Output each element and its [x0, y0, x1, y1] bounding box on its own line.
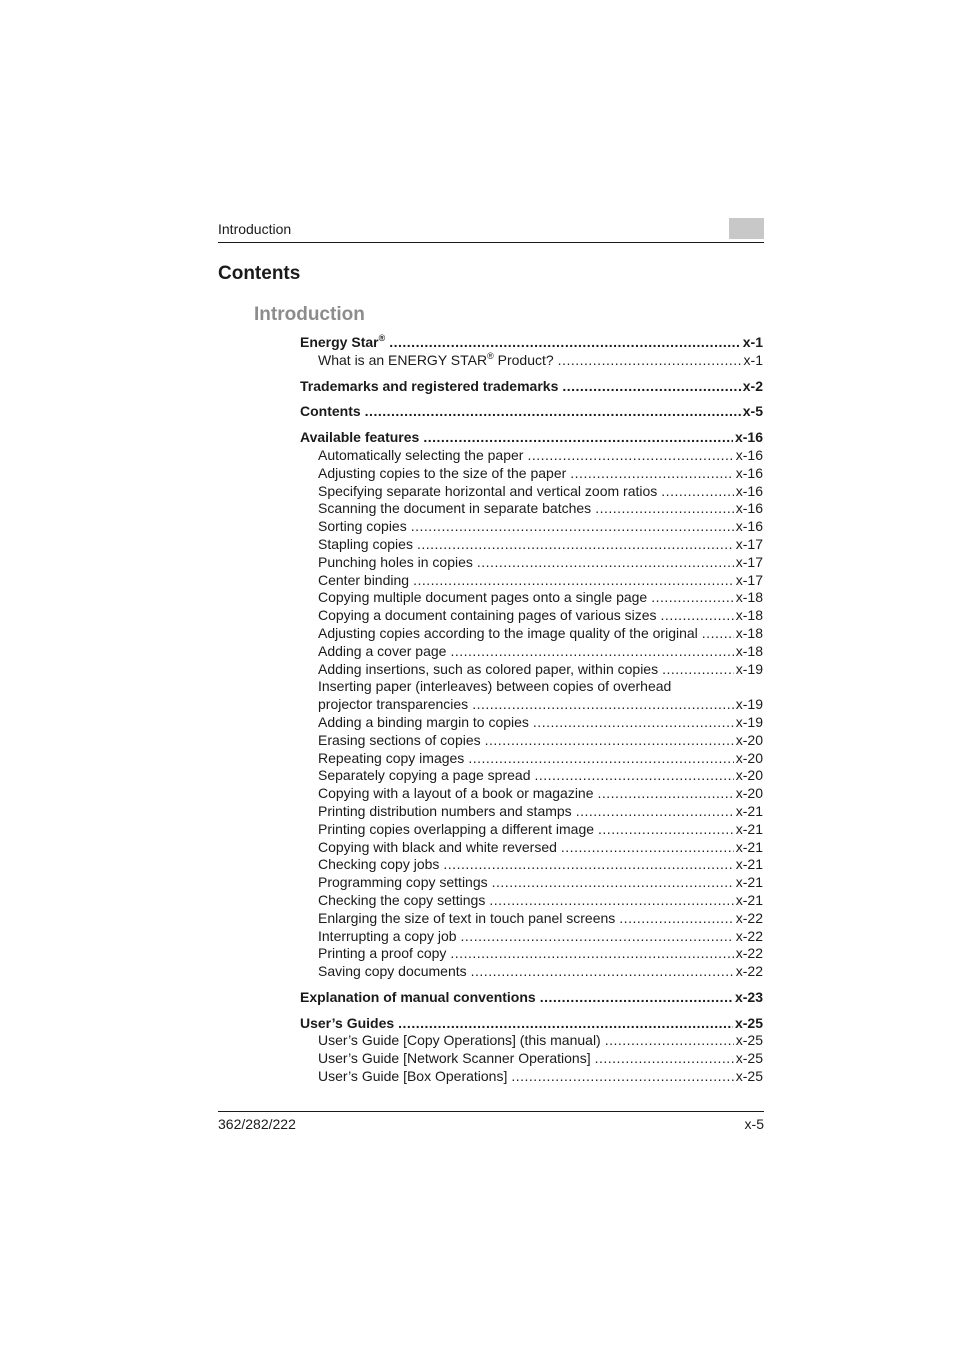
toc-entry-title: Erasing sections of copies: [318, 731, 481, 748]
dot-leader: [595, 500, 734, 518]
dot-leader: [365, 403, 741, 421]
toc-sublist-guides: [300, 1032, 763, 1085]
toc-entry-available-features[interactable]: [300, 429, 763, 447]
dot-leader: [598, 821, 734, 839]
toc-entry-title: User’s Guide [Copy Operations] (this manual): [318, 1032, 601, 1049]
header-tab-marker: [729, 218, 764, 239]
toc-subentry[interactable]: [300, 518, 763, 536]
toc-subentry[interactable]: [300, 839, 763, 857]
toc-subentry[interactable]: [300, 963, 763, 981]
toc-entry-title: Automatically selecting the paper: [318, 446, 524, 463]
dot-leader: [540, 989, 733, 1007]
toc-entry-interleaves[interactable]: [300, 678, 763, 714]
toc-subentry[interactable]: [300, 589, 763, 607]
toc-page-number: x-16: [734, 429, 763, 446]
toc-entry-title: Printing distribution numbers and stamps: [318, 802, 572, 819]
toc-entry-title: Scanning the document in separate batches: [318, 500, 592, 517]
dot-leader: [461, 928, 734, 946]
toc-page-number: x-21: [735, 802, 763, 819]
dot-leader: [398, 1015, 733, 1033]
toc-page-number: x-20: [735, 785, 763, 802]
dot-leader: [662, 661, 734, 679]
toc-subentry[interactable]: [300, 465, 763, 483]
dot-leader: [605, 1032, 734, 1050]
toc-entry-title: Sorting copies: [318, 518, 407, 535]
toc-page-number: x-5: [742, 403, 763, 420]
dot-leader: [651, 589, 734, 607]
dot-leader: [533, 714, 734, 732]
dot-leader: [411, 518, 734, 536]
dot-leader: [450, 643, 733, 661]
toc-subentry[interactable]: [300, 767, 763, 785]
toc-page-number: x-19: [735, 713, 763, 730]
toc-page-number: x-22: [735, 927, 763, 944]
toc-subentry[interactable]: [300, 607, 763, 625]
toc-entry-title: Copying a document containing pages of various sizes: [318, 607, 657, 624]
footer-model-number: 362/282/222: [218, 1116, 296, 1132]
toc-page-number: x-21: [735, 891, 763, 908]
toc-entry-title: Printing copies overlapping a different image: [318, 820, 595, 837]
toc-page-number: x-16: [735, 500, 763, 517]
toc-entry-title: Punching holes in copies: [318, 553, 473, 570]
dot-leader: [477, 554, 734, 572]
toc-page-number: x-23: [734, 988, 763, 1005]
dot-leader: [598, 785, 734, 803]
dot-leader: [534, 767, 733, 785]
toc-page-number: x-21: [735, 820, 763, 837]
toc-page-number: x-21: [735, 856, 763, 873]
toc-entry-title: Copying with black and white reversed: [318, 838, 557, 855]
toc-subentry[interactable]: [300, 536, 763, 554]
toc-page-number: x-20: [735, 731, 763, 748]
toc-entry-title: User’s Guides: [300, 1014, 395, 1031]
dot-leader: [485, 732, 734, 750]
toc-entry-title: Adjusting copies to the size of the paper: [318, 464, 567, 481]
toc-subentry[interactable]: [300, 928, 763, 946]
toc-subentry[interactable]: [300, 750, 763, 768]
toc-entry-title: Enlarging the size of text in touch panel screens: [318, 909, 616, 926]
toc-page-number: x-21: [735, 874, 763, 891]
toc-subentry[interactable]: [300, 500, 763, 518]
toc-subentry[interactable]: [300, 643, 763, 661]
toc-subentry[interactable]: [300, 1050, 763, 1068]
toc-entry-energy-star[interactable]: [300, 334, 763, 352]
toc-page-number: x-1: [742, 334, 763, 350]
dot-leader: [561, 839, 734, 857]
toc-entry-title-line2: projector transparencies: [318, 696, 469, 713]
dot-leader: [527, 447, 733, 465]
dot-leader: [619, 910, 733, 928]
toc-page-number: x-22: [735, 909, 763, 926]
toc-entry-title: Adjusting copies according to the image quality of the original: [318, 624, 698, 641]
registered-mark: ®: [487, 350, 494, 361]
toc-subentry[interactable]: [300, 732, 763, 750]
toc-subentry[interactable]: [300, 714, 763, 732]
toc-subentry[interactable]: [300, 554, 763, 572]
toc-entry-title: User’s Guide [Box Operations]: [318, 1068, 508, 1085]
toc-subentry[interactable]: [300, 892, 763, 910]
toc-entry-title: Adding a binding margin to copies: [318, 713, 529, 730]
toc-page-number: x-20: [735, 749, 763, 766]
toc-subentry[interactable]: [300, 856, 763, 874]
dot-leader: [558, 352, 742, 370]
toc-entry-title-line1: Inserting paper (interleaves) between copies of overhead: [318, 678, 672, 695]
toc-page-number: x-19: [735, 696, 763, 713]
toc-page-number: x-18: [735, 624, 763, 641]
toc-page-number: x-17: [735, 553, 763, 570]
toc-page-number: x-17: [735, 571, 763, 588]
toc-page-number: x-2: [742, 377, 763, 394]
toc-entry-title: Separately copying a page spread: [318, 767, 531, 784]
toc-entry-contents[interactable]: [300, 403, 763, 421]
toc-subentry[interactable]: [300, 803, 763, 821]
toc-entry-manual-conventions[interactable]: [300, 989, 763, 1007]
toc-page-number: x-22: [735, 963, 763, 980]
toc-entry-title: Checking copy jobs: [318, 856, 440, 873]
toc-subentry[interactable]: [300, 661, 763, 679]
header-section-label: Introduction: [218, 221, 292, 237]
toc-page-number: x-1: [743, 351, 763, 368]
dot-leader: [595, 1050, 734, 1068]
toc-subentry[interactable]: [300, 821, 763, 839]
toc-page-number: x-22: [735, 945, 763, 962]
dot-leader: [562, 378, 740, 396]
toc-page-number: x-18: [735, 589, 763, 606]
toc-subentry[interactable]: [300, 1032, 763, 1050]
toc-page-number: x-25: [734, 1014, 763, 1031]
toc-subentry[interactable]: [300, 572, 763, 590]
toc-page-number: x-16: [735, 482, 763, 499]
toc-subentry[interactable]: [300, 874, 763, 892]
toc-entry-title: User’s Guide [Network Scanner Operations]: [318, 1050, 591, 1067]
toc-sublist-features: [300, 447, 763, 678]
section-title: Introduction: [254, 304, 365, 325]
toc-subentry[interactable]: [300, 447, 763, 465]
running-footer: [218, 1111, 764, 1132]
toc-entry-title: Saving copy documents: [318, 963, 467, 980]
toc-entry-energy-star-product[interactable]: [300, 352, 763, 370]
toc-entry-title: Copying with a layout of a book or magazine: [318, 785, 594, 802]
dot-leader: [576, 803, 734, 821]
dot-leader: [661, 607, 734, 625]
toc-entry-title: Copying multiple document pages onto a single page: [318, 589, 648, 606]
toc-entry-title: Available features: [300, 429, 420, 446]
dot-leader: [472, 696, 734, 714]
toc-subentry[interactable]: [300, 625, 763, 643]
toc-entry-title: Stapling copies: [318, 535, 413, 552]
toc-entry-title: Programming copy settings: [318, 874, 488, 891]
dot-leader: [423, 429, 733, 447]
toc-subentry[interactable]: [300, 945, 763, 963]
toc-page-number: x-17: [735, 535, 763, 552]
dot-leader: [702, 625, 734, 643]
toc-entry-trademarks[interactable]: [300, 378, 763, 396]
dot-leader: [471, 963, 734, 981]
toc-entry-title: Checking the copy settings: [318, 891, 486, 908]
toc-entry-title: What is an ENERGY STAR: [318, 351, 488, 368]
toc-entry-title: Adding a cover page: [318, 642, 447, 659]
toc-page-number: x-18: [735, 642, 763, 659]
page-title: Contents: [218, 263, 301, 284]
toc-subentry[interactable]: [300, 910, 763, 928]
toc-page-number: x-25: [735, 1068, 763, 1085]
toc-entry-title: Explanation of manual conventions: [300, 988, 536, 1005]
dot-leader: [489, 892, 733, 910]
toc-entry-title: Repeating copy images: [318, 749, 465, 766]
dot-leader: [413, 572, 734, 590]
toc-entry-users-guides[interactable]: [300, 1015, 763, 1033]
dot-leader: [570, 465, 733, 483]
toc-page-number: x-25: [735, 1050, 763, 1067]
dot-leader: [389, 334, 741, 352]
toc-entry-title: Adding insertions, such as colored paper, within copies: [318, 660, 659, 677]
dot-leader: [417, 536, 734, 554]
toc-entry-title: Center binding: [318, 571, 410, 588]
toc-page-number: x-18: [735, 607, 763, 624]
table-of-contents: [300, 334, 763, 1086]
dot-leader: [443, 856, 733, 874]
dot-leader: [661, 483, 733, 501]
toc-page-number: x-16: [735, 464, 763, 481]
toc-subentry[interactable]: [300, 1068, 763, 1086]
toc-page-number: x-20: [735, 767, 763, 784]
running-header: [218, 216, 764, 243]
toc-subentry[interactable]: [300, 483, 763, 501]
toc-page-number: x-16: [735, 446, 763, 463]
toc-entry-title: Trademarks and registered trademarks: [300, 377, 559, 394]
footer-page-number: x-5: [744, 1116, 764, 1132]
toc-entry-title: Contents: [300, 403, 361, 420]
toc-subentry[interactable]: [300, 785, 763, 803]
toc-page-number: x-16: [735, 518, 763, 535]
toc-entry-title: Interrupting a copy job: [318, 927, 457, 944]
toc-page-number: x-25: [735, 1032, 763, 1049]
toc-entry-title: Specifying separate horizontal and vertical zoom ratios: [318, 482, 658, 499]
toc-entry-title: Printing a proof copy: [318, 945, 447, 962]
dot-leader: [450, 945, 733, 963]
dot-leader: [492, 874, 734, 892]
dot-leader: [468, 750, 733, 768]
toc-entry-title-end: Product?: [493, 351, 554, 368]
registered-mark: ®: [378, 333, 386, 343]
toc-page-number: x-19: [735, 660, 763, 677]
toc-page-number: x-21: [735, 838, 763, 855]
toc-sublist-features-continued: [300, 714, 763, 981]
toc-entry-title: Energy Star: [300, 334, 379, 350]
dot-leader: [511, 1068, 733, 1086]
